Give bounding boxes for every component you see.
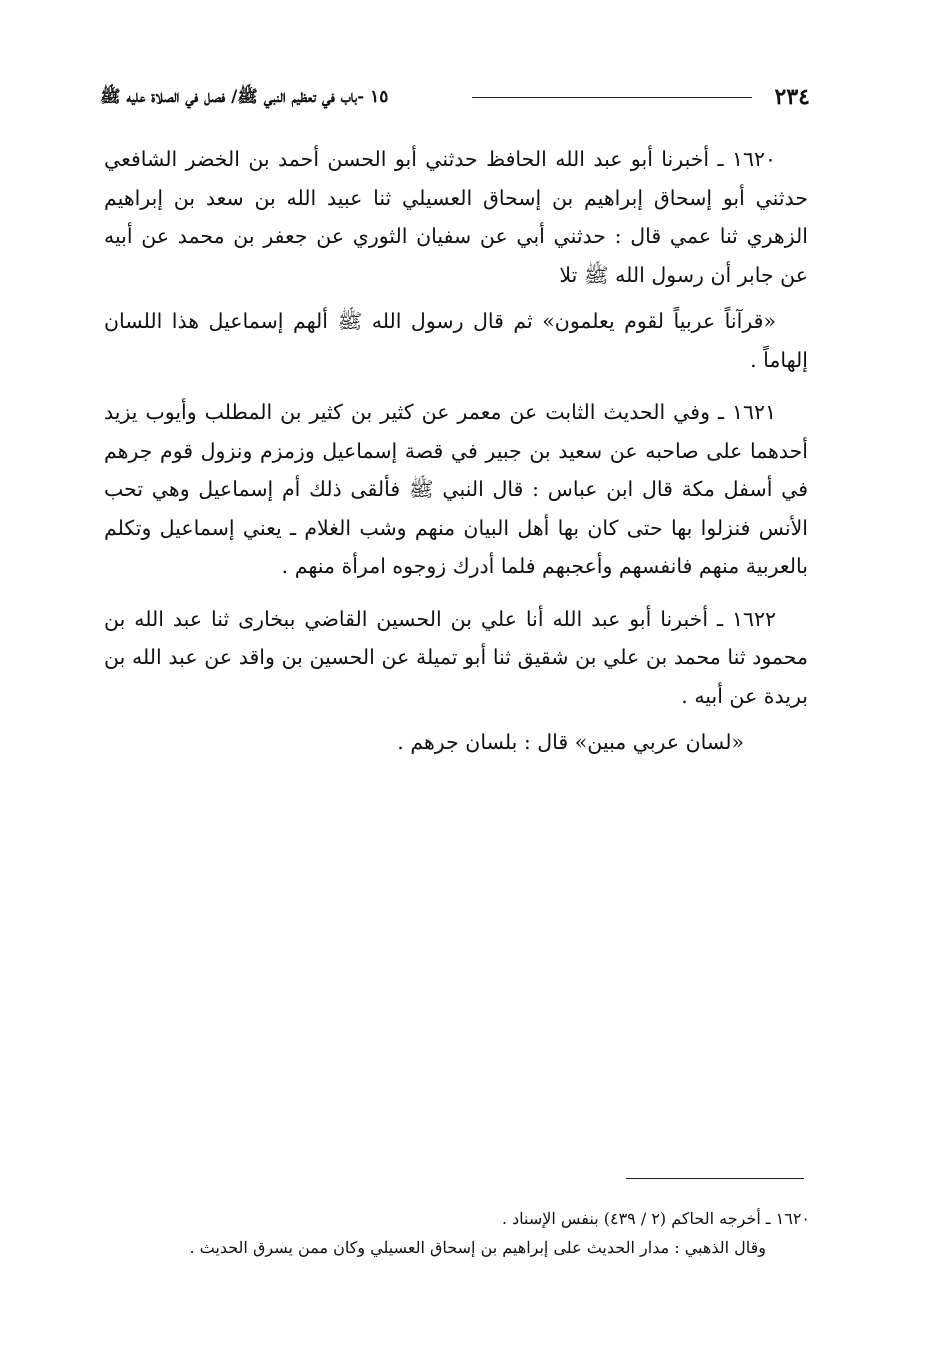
header-rule — [472, 97, 752, 98]
hadith-1622: ١٦٢٢ ـ أخبرنا أبو عبد الله أنا علي بن الحسين القاضي ببخارى ثنا عبد الله بن محمود ثنا محمد بن علي بن شقيق ثنا أبو تميلة عن الحسين بن واقد عن عبد الله بن بريدة عن أبيه . — [104, 606, 808, 708]
footnote-1620-dhahabi: وقال الذهبي : مدار الحديث على إبراهيم بن إسحاق العسيلي وكان ممن يسرق الحديث . — [189, 1238, 766, 1257]
footnote-1620: ١٦٢٠ ـ أخرجه الحاكم (٢ / ٤٣٩) بنفس الإسناد . — [501, 1209, 810, 1228]
hadith-1622-continuation: «لسان عربي مبين» قال : بلسان جرهم . — [397, 730, 744, 754]
hadith-1621: ١٦٢١ ـ وفي الحديث الثابت عن معمر عن كثير بن كثير بن المطلب وأيوب يزيد أحدهما على صاحبه عن سعيد بن جبير في قصة إسماعيل وزمزم ونزول قوم جرهم في أسفل مكة قال ابن عباس : قال النبي ﷺ فألقى ذلك أم إسماعيل وهي تحب الأنس فنزلوا بها حتى كان بها أهل البيان منهم وشب الغلام ـ يعني إسماعيل وتكلم بالعربية منهم فانفسهم وأعجبهم فلما أدرك زوجوه امرأة منهم . — [104, 400, 808, 578]
hadith-1620: ١٦٢٠ ـ أخبرنا أبو عبد الله الحافظ حدثني أبو الحسن أحمد بن الخضر الشافعي حدثني أبو إسحاق إبراهيم بن إسحاق العسيلي ثنا عبيد الله بن سعد بن إبراهيم الزهري ثنا عمي قال : حدثني أبي عن سفيان الثوري عن جعفر بن محمد عن أبيه عن جابر أن رسول الله ﷺ تلا — [104, 147, 808, 287]
main-text — [104, 140, 808, 776]
footnote-rule — [626, 1178, 804, 1179]
hadith-1620-continuation: «قرآناً عربياً لقوم يعلمون» ثم قال رسول الله ﷺ ألهم إسماعيل هذا اللسان إلهاماً . — [104, 309, 808, 372]
chapter-title: ١٥ -باب في تعظيم النبي ﷺ/ فصل في الصلاة عليه ﷺ — [100, 87, 389, 107]
running-header — [100, 82, 810, 112]
page-number: ٢٣٤ — [774, 84, 810, 110]
footnotes — [100, 1204, 810, 1262]
